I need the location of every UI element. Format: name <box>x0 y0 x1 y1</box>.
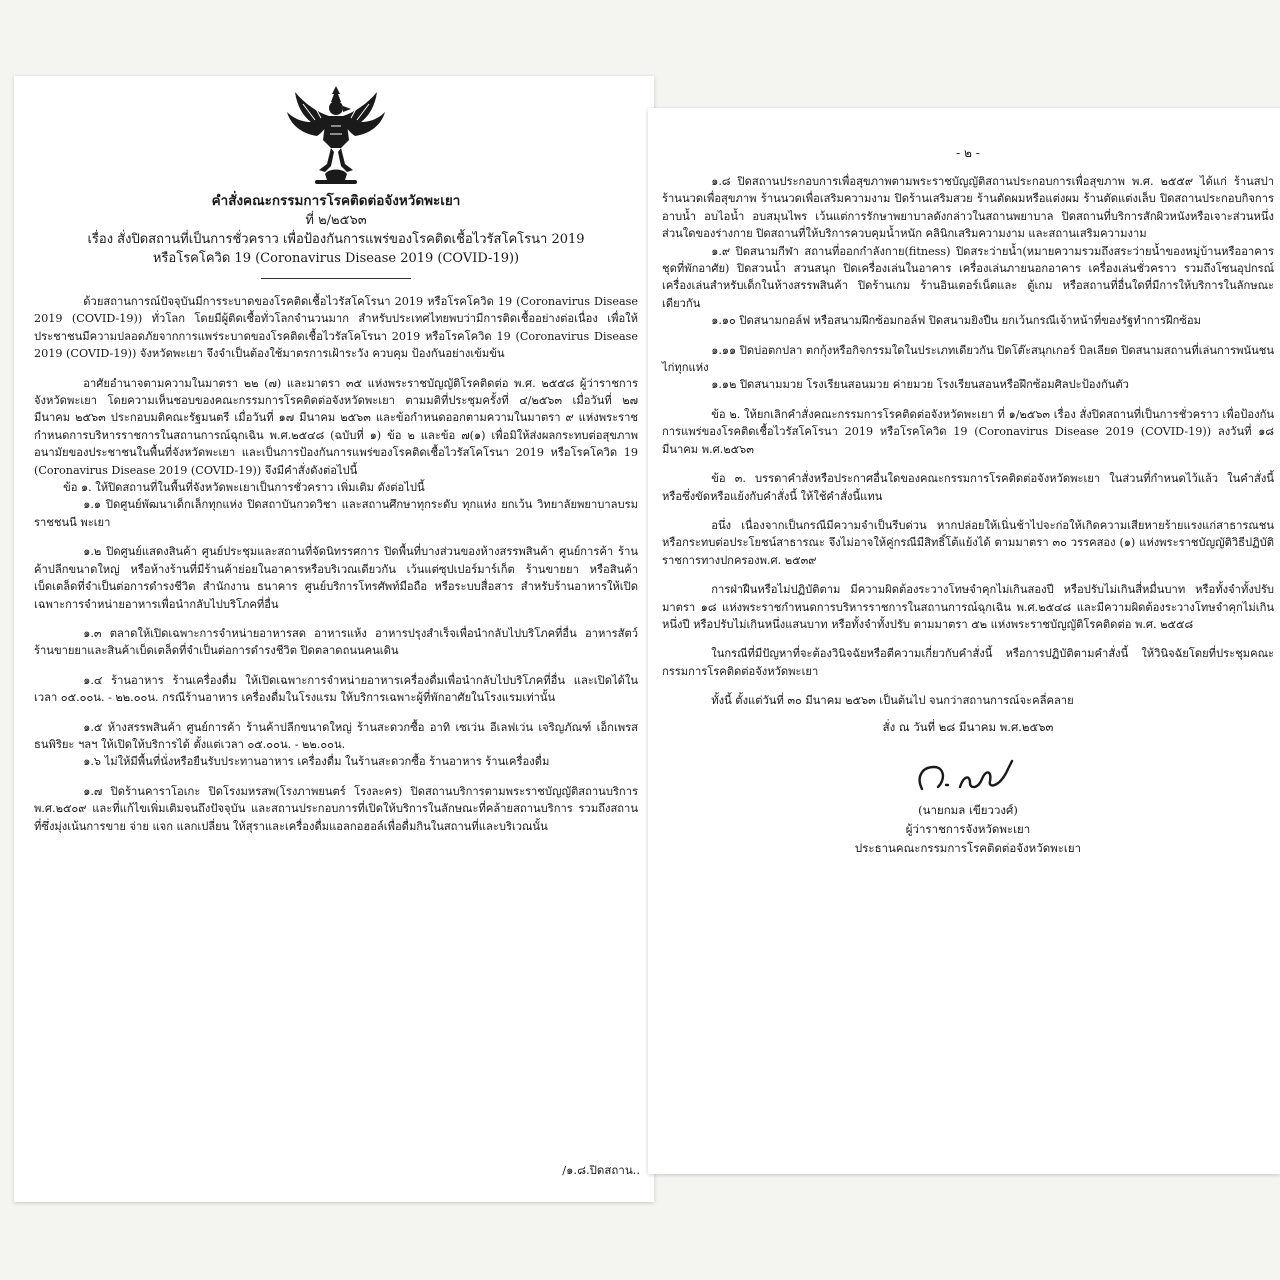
urgency-paragraph: อนึ่ง เนื่องจากเป็นกรณีมีความจำเป็นรีบด่วน หากปล่อยให้เนิ่นช้าไปจะก่อให้เกิดความเสียหายร้ายแรงแก่สาธารณชนหรือกระทบต่อประโยชน์สาธารณะ จึงไม่อาจให้คู่กรณีมีสิทธิ์โต้แย้งได้ ตามมาตรา ๓๐ วรรคสอง (๑) แห่งพระราชบัญญัติวิธีปฏิบัติราชการทางปกครองพ.ศ. ๒๕๓๙ <box>662 518 1274 567</box>
page-number: - ๒ - <box>956 146 980 160</box>
item-1-12: ๑.๑๒ ปิดสนามมวย โรงเรียนสอนมวย ค่ายมวย โรงเรียนสอนหรือฝึกซ้อมศิลปะป้องกันตัว <box>711 378 1129 392</box>
order-subject-line-1: เรื่อง สั่งปิดสถานที่เป็นการชั่วคราว เพื่อป้องกันการแพร่ของโรคติดเชื้อไวรัสโคโรนา 2019 <box>87 232 585 247</box>
clause-2: ข้อ ๒. ให้ยกเลิกคำสั่งคณะกรรมการโรคติดต่อจังหวัดพะเยา ที่ ๑/๒๕๖๓ เรื่อง สั่งปิดสถานที่เป็นการชั่วคราว เพื่อป้องกันการแพร่ของโรคติดเชื้อไวรัสโคโรนา 2019 หรือโรคโควิด 19 (Coronavirus Disease 2019 (COVID-19)) ลงวันที่ ๑๘ มีนาคม พ.ศ.๒๕๖๓ <box>662 407 1274 456</box>
dispute-paragraph: ในกรณีที่มีปัญหาที่จะต้องวินิจฉัยหรือตีความเกี่ยวกับคำสั่งนี้ หรือการปฏิบัติตามคำสั่งนี้ ให้วินิจฉัยโดยที่ประชุมคณะกรรมการโรคติดต่อจังหวัดพะเยา <box>662 647 1274 678</box>
penalty-paragraph: การฝ่าฝืนหรือไม่ปฏิบัติตาม มีความผิดต้องระวางโทษจำคุกไม่เกินสองปี หรือปรับไม่เกินสี่หมื่นบาท หรือทั้งจำทั้งปรับ มาตรา ๑๘ แห่งพระราชกำหนดการบริหารราชการในสถานการณ์ฉุกเฉิน พ.ศ.๒๕๔๘ และมีความผิดต้องระวางโทษจำคุกไม่เกินหนึ่งปี หรือปรับไม่เกินหนึ่งแสนบาท หรือทั้งจำทั้งปรับ ตามมาตรา ๕๒ แห่งพระราชบัญญัติโรคติดต่อ พ.ศ. ๒๕๕๘ <box>662 583 1274 631</box>
item-1-1: ๑.๑ ปิดศูนย์พัฒนาเด็กเล็กทุกแห่ง ปิดสถาบันกวดวิชา และสถานศึกษาทุกระดับ ทุกแห่ง ยกเว้น วิทยาลัยพยาบาลบรมราชชนนี พะเยา <box>34 498 638 529</box>
item-1-3: ๑.๓ ตลาดให้เปิดเฉพาะการจำหน่ายอาหารสด อาหารแห้ง อาหารปรุงสำเร็จเพื่อนำกลับไปบริโภคที่อื่น อาหารสัตว์ ร้านขายยาและสินค้าเบ็ดเตล็ดที่จำเป็นต่อการดำรงชีวิต ปิดตลาดถนนคนเดิน <box>34 626 638 658</box>
garuda-emblem <box>281 82 391 186</box>
clause-3: ข้อ ๓. บรรดาคำสั่งหรือประกาศอื่นใดของคณะกรรมการโรคติดต่อจังหวัดพะเยา ในส่วนที่กำหนดไว้แล้ว ในคำสั่งนี้ หรือซึ่งขัดหรือแย้งกับคำสั่งนี้ ให้ใช้คำสั่งนี้แทน <box>662 472 1274 503</box>
document-page-2 <box>648 108 1280 1174</box>
page-1-body <box>34 293 638 835</box>
item-1-8: ๑.๘ ปิดสถานประกอบการเพื่อสุขภาพตามพระราชบัญญัติสถานประกอบการเพื่อสุขภาพ พ.ศ. ๒๕๕๙ ได้แก่ ร้านสปา ร้านนวดเพื่อสุขภาพ ร้านนวดเพื่อเสริมความงาม ปิดร้านเสริมสวย ร้านตัดผมหรือแต่งผม ร้านตัดแต่งเล็บ ปิดสถานประกอบกิจการอาบน้ำ อบไอน้ำ อบสมุนไพร เว้นแต่การรักษาพยาบาลดังกล่าวในสถานพยาบาล ปิดสถานที่บริการสักผิวหนังหรือเจาะส่วนหนึ่งส่วนใดของร่างกาย ปิดสถานที่ให้บริการควบคุมน้ำหนัก คลินิกเสริมความงาม และสถานเสริมความงาม <box>662 175 1274 241</box>
item-1-11: ๑.๑๑ ปิดบ่อตกปลา ตกกุ้งหรือกิจกรรมใดในประเภทเดียวกัน ปิดโต๊ะสนุกเกอร์ บิลเลียด ปิดสนามสถานที่เล่นการพนันชนไก่ทุกแห่ง <box>662 343 1274 375</box>
item-1-10: ๑.๑๐ ปิดสนามกอล์ฟ หรือสนามฝึกซ้อมกอล์ฟ ปิดสนามยิงปืน ยกเว้นกรณีเจ้าหน้าที่ของรัฐทำการฝึกซ้อม <box>711 314 1201 328</box>
order-subject-line-2: หรือโรคโควิด 19 (Coronavirus Disease 2019 (COVID-19)) <box>152 251 520 266</box>
signer-name: (นายกมล เขียววงศ์) <box>918 802 1018 817</box>
intro-paragraph: ด้วยสถานการณ์ปัจจุบันมีการระบาดของโรคติดเชื้อไวรัสโคโรนา 2019 หรือโรคโควิด 19 (Coronavirus Disease 2019 (COVID-19)) ทั่วโลก โดยมีผู้ติดเชื้อทั่วโลกจำนวนมาก สำหรับประเทศไทยพบว่ามีการติดเชื้ออย่างต่อเนื่อง เพื่อให้ประชาชนมีความปลอดภัยจากการแพร่ระบาดของโรคติดเชื้อไวรัสโคโรนา 2019 หรือโรคโควิด 19 (Coronavirus Disease 2019 (COVID-19)) จังหวัดพะเยา จึงจำเป็นต้องใช้มาตรการเฝ้าระวัง ควบคุม ป้องกันอย่างเข้มข้น <box>34 295 638 361</box>
signer-position-governor: ผู้ว่าราชการจังหวัดพะเยา <box>905 821 1031 836</box>
authority-paragraph: อาศัยอำนาจตามความในมาตรา ๒๒ (๗) และมาตรา ๓๕ แห่งพระราชบัญญัติโรคติดต่อ พ.ศ. ๒๕๕๘ ผู้ว่าราชการจังหวัดพะเยา โดยความเห็นชอบของคณะกรรมการโรคติดต่อจังหวัดพะเยา ตามมติที่ประชุมครั้งที่ ๔/๒๕๖๓ เมื่อวันที่ ๒๗ มีนาคม ๒๕๖๓ ประกอบมติคณะรัฐมนตรี เมื่อวันที่ ๑๗ มีนาคม ๒๕๖๓ และข้อกำหนดออกตามความในมาตรา ๙ แห่งพระราชกำหนดการบริหารราชการในสถานการณ์ฉุกเฉิน พ.ศ.๒๕๔๘ (ฉบับที่ ๑) ข้อ ๒ และข้อ ๗(๑) เพื่อมิให้ส่งผลกระทบต่อสุขภาพอนามัยของประชาชนในพื้นที่จังหวัดพะเยา และเป็นการป้องกันการแพร่ของโรคติดเชื้อไวรัสโคโรนา 2019 หรือโรคโควิด 19 (Coronavirus Disease 2019 (COVID-19)) จึงมีคำสั่งดังต่อไปนี้ <box>34 376 638 477</box>
item-1-9: ๑.๙ ปิดสนามกีฬา สถานที่ออกกำลังกาย(fitness) ปิดสระว่ายน้ำ(หมายความรวมถึงสระว่ายน้ำของหมู่บ้านหรืออาคารชุดที่พักอาศัย) ปิดสวนน้ำ สวนสนุก ปิดเครื่องเล่นในอาคาร เครื่องเล่นภายนอกอาคาร เครื่องเล่นชั่วคราว รวมถึงโซนอุปกรณ์เครื่องเล่นสำหรับเด็กในห้างสรรพสินค้า ปิดร้านเกม ร้านอินเตอร์เน็ตและ ตู้เกม หรือสถานที่อื่นใดที่มีการให้บริการในลักษณะเดียวกัน <box>662 244 1274 310</box>
signer-position-chairman: ประธานคณะกรรมการโรคติดต่อจังหวัดพะเยา <box>854 840 1082 855</box>
item-1-6: ๑.๖ ไม่ให้มีพื้นที่นั่งหรือยืนรับประทานอาหาร เครื่องดื่ม ในร้านสะดวกซื้อ ร้านอาหาร ร้านเครื่องดื่ม <box>83 755 550 769</box>
header-divider <box>261 278 411 279</box>
order-number: ที่ ๒/๒๕๖๓ <box>305 213 367 228</box>
signature-block <box>662 718 1274 858</box>
order-date: สั่ง ณ วันที่ ๒๘ มีนาคม พ.ศ.๒๕๖๓ <box>882 719 1054 734</box>
continuation-reference: /๑.๘.ปิดสถาน.. <box>562 1163 640 1177</box>
item-1-2: ๑.๒ ปิดศูนย์แสดงสินค้า ศูนย์ประชุมและสถานที่จัดนิทรรศการ ปิดพื้นที่บางส่วนของห้างสรรพสินค้า ศูนย์การค้า ร้านค้าปลีกขนาดใหญ่ หรือห้างร้านที่มีร้านค้าย่อยในอาคารหรือบริเวณเดียวกัน เว้นแต่ซุปเปอร์มาร์เก็ต ร้านขายยา หรือสินค้าเบ็ดเตล็ดที่จำเป็นต่อการดำรงชีวิต สำนักงาน ธนาคาร ศูนย์บริการโทรศัพท์มือถือ หรือระบบสื่อสาร สำหรับร้านอาหารให้เปิดเฉพาะการจำหน่ายอาหารเพื่อนำกลับไปบริโภคที่อื่น <box>34 545 638 611</box>
clause-1: ข้อ ๑. ให้ปิดสถานที่ในพื้นที่จังหวัดพะเยาเป็นการชั่วคราว เพิ่มเติม ดังต่อไปนี้ <box>63 481 425 495</box>
effective-date: ทั้งนี้ ตั้งแต่วันที่ ๓๐ มีนาคม ๒๕๖๓ เป็นต้นไป จนกว่าสถานการณ์จะคลี่คลาย <box>711 694 1074 708</box>
order-title: คำสั่งคณะกรรมการโรคติดต่อจังหวัดพะเยา <box>211 193 461 209</box>
item-1-7: ๑.๗ ปิดร้านคาราโอเกะ ปิดโรงมหรสพ(โรงภาพยนตร์ โรงละคร) ปิดสถานบริการตามพระราชบัญญัติสถานบริการ พ.ศ.๒๕๐๙ และที่แก้ไขเพิ่มเติมจนถึงปัจจุบัน และสถานประกอบการที่เปิดให้บริการในลักษณะที่คล้ายสถานบริการ รวมถึงสถานที่ซึ่งมุ่งเน้นการขาย จ่าย แจก แลกเปลี่ยน ให้สุราและเครื่องดื่มแอลกอฮอล์เพื่อดื่มกินในสถานที่และบริเวณนั้น <box>34 784 638 833</box>
page-2-body <box>662 173 1274 710</box>
item-1-4: ๑.๔ ร้านอาหาร ร้านเครื่องดื่ม ให้เปิดเฉพาะการจำหน่ายอาหารเครื่องดื่มเพื่อนำกลับไปบริโภคที่อื่น และเปิดได้ในเวลา ๐๕.๐๐น. - ๒๒.๐๐น. กรณีร้านอาหาร เครื่องดื่มในโรงแรม ให้บริการเฉพาะผู้ที่พักอาศัยในโรงแรมเท่านั้น <box>34 673 638 705</box>
document-page-1 <box>14 76 654 1202</box>
item-1-5: ๑.๕ ห้างสรรพสินค้า ศูนย์การค้า ร้านค้าปลีกขนาดใหญ่ ร้านสะดวกซื้อ อาทิ เซเว่น อีเลฟเว่น เจริญภัณฑ์ เอ็กเพรส ธนพิริยะ ฯลฯ ให้เปิดให้บริการได้ ตั้งแต่เวลา ๐๕.๐๐น. - ๒๒.๐๐น. <box>34 720 638 751</box>
handwritten-signature <box>908 753 1028 797</box>
